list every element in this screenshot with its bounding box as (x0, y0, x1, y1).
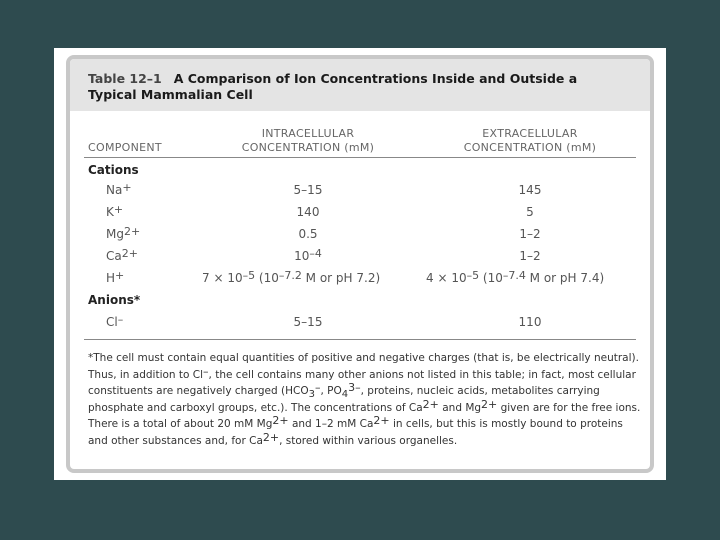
footnote-sup-1: – (203, 364, 209, 378)
k-extracellular: 5 (526, 205, 534, 219)
header-component: COMPONENT (88, 141, 162, 154)
footnote-sup-2: – (314, 381, 321, 394)
footnote-part-1: *The cell must contain equal quantities of positive and negative charges (that is, be electrically neutral). Thus, in addition to Cl (88, 352, 639, 381)
na-extracellular: 145 (518, 183, 542, 197)
ion-h (106, 271, 124, 285)
ion-k-base: K (106, 205, 114, 219)
footnote-part-5: and Mg (438, 401, 482, 414)
ca-intracellular (228, 249, 388, 263)
footnote-sup-5: 2+ (481, 397, 498, 411)
na-intracellular: 5–15 (293, 183, 323, 197)
ion-cl-charge: – (117, 313, 124, 326)
footnote-part-2: , the cell contains many other anions not listed in this table; in fact, most cellular constituents are negatively charged (HCO (88, 368, 636, 397)
ion-ca-base: Ca (106, 249, 122, 263)
header-intracellular-line1: INTRACELLULAR (261, 127, 355, 140)
cl-extracellular: 110 (518, 315, 542, 329)
ion-h-base: H (106, 271, 116, 285)
footnote-part-9: , stored within various organelles. (279, 434, 458, 447)
ion-h-charge: + (115, 269, 125, 282)
footnote-part-3: , PO (320, 385, 342, 397)
header-intracellular-line2: CONCENTRATION (mM) (241, 141, 375, 154)
h-extra-part-b: (10 (479, 271, 503, 285)
header-extracellular-line1: EXTRACELLULAR (482, 127, 578, 140)
h-extra-part-c: M or pH 7.4) (525, 271, 605, 285)
table-label: Table 12–1 (88, 71, 162, 86)
footnote-sub-3: 4 (341, 389, 349, 400)
table-caption (88, 71, 628, 103)
anions-heading: Anions* (88, 293, 141, 307)
header-extracellular (438, 127, 622, 155)
cations-heading: Cations (88, 163, 139, 177)
footnote-rule (84, 339, 636, 340)
ion-mg-charge: 2+ (123, 225, 141, 238)
footnote-sup-8: 2+ (262, 430, 280, 444)
h-extra-exp-1: –5 (466, 269, 480, 282)
h-intra-exp-1: –5 (242, 269, 256, 282)
h-intra-part-c: M or pH 7.2) (301, 271, 381, 285)
ion-k-charge: + (113, 203, 124, 216)
ion-na (106, 183, 132, 197)
header-rule (84, 157, 636, 158)
h-intracellular (202, 271, 380, 285)
footnote-part-8: in cells, but this is mostly bound to proteins and other substances and, for Ca (88, 418, 623, 447)
h-intra-part-b: (10 (255, 271, 279, 285)
h-extracellular (426, 271, 604, 285)
table-frame (66, 55, 654, 473)
table-title: A Comparison of Ion Concentrations Inside and Outside a Typical Mammalian Cell (88, 71, 578, 102)
cl-intracellular: 5–15 (293, 315, 323, 329)
footnote-sub-2: 3 (308, 389, 315, 400)
footnote-sup-3: 3– (348, 381, 361, 394)
h-extra-part-a: 4 × 10 (426, 271, 467, 285)
slide-card (54, 48, 666, 480)
header-intracellular (210, 127, 406, 155)
ion-ca (106, 249, 138, 263)
ion-na-charge: + (122, 181, 132, 194)
ion-mg-base: Mg (106, 227, 124, 241)
header-extracellular-line2: CONCENTRATION (mM) (463, 141, 597, 154)
footnote-part-7: and 1–2 mM Ca (288, 418, 374, 430)
ion-k (106, 205, 123, 219)
ion-cl (106, 315, 123, 329)
ion-mg (106, 227, 140, 241)
mg-intracellular: 0.5 (298, 227, 318, 241)
footnote-sup-4: 2+ (422, 397, 439, 411)
ca-extracellular: 1–2 (519, 249, 541, 263)
footnote-part-4: , proteins, nucleic acids, metabolites carrying phosphate and carboxyl groups, etc.). The concentrations of Ca (88, 385, 600, 414)
ion-na-base: Na (106, 183, 123, 197)
footnote-sup-7: 2+ (373, 414, 390, 427)
h-intra-exp-2: –7.2 (278, 269, 302, 282)
footnote-part-6: given are for the free ions. There is a total of about 20 mM Mg (88, 401, 641, 430)
h-extra-exp-2: –7.4 (502, 269, 526, 282)
ion-cl-base: Cl (106, 315, 118, 329)
mg-extracellular: 1–2 (519, 227, 541, 241)
table-footnote (88, 351, 644, 449)
ca-intracellular-exponent: –4 (309, 247, 322, 260)
footnote-sup-6: 2+ (272, 414, 289, 427)
h-intra-part-a: 7 × 10 (202, 271, 243, 285)
ion-ca-charge: 2+ (121, 247, 138, 260)
k-intracellular: 140 (296, 205, 320, 219)
ca-intracellular-base: 10 (294, 249, 310, 263)
